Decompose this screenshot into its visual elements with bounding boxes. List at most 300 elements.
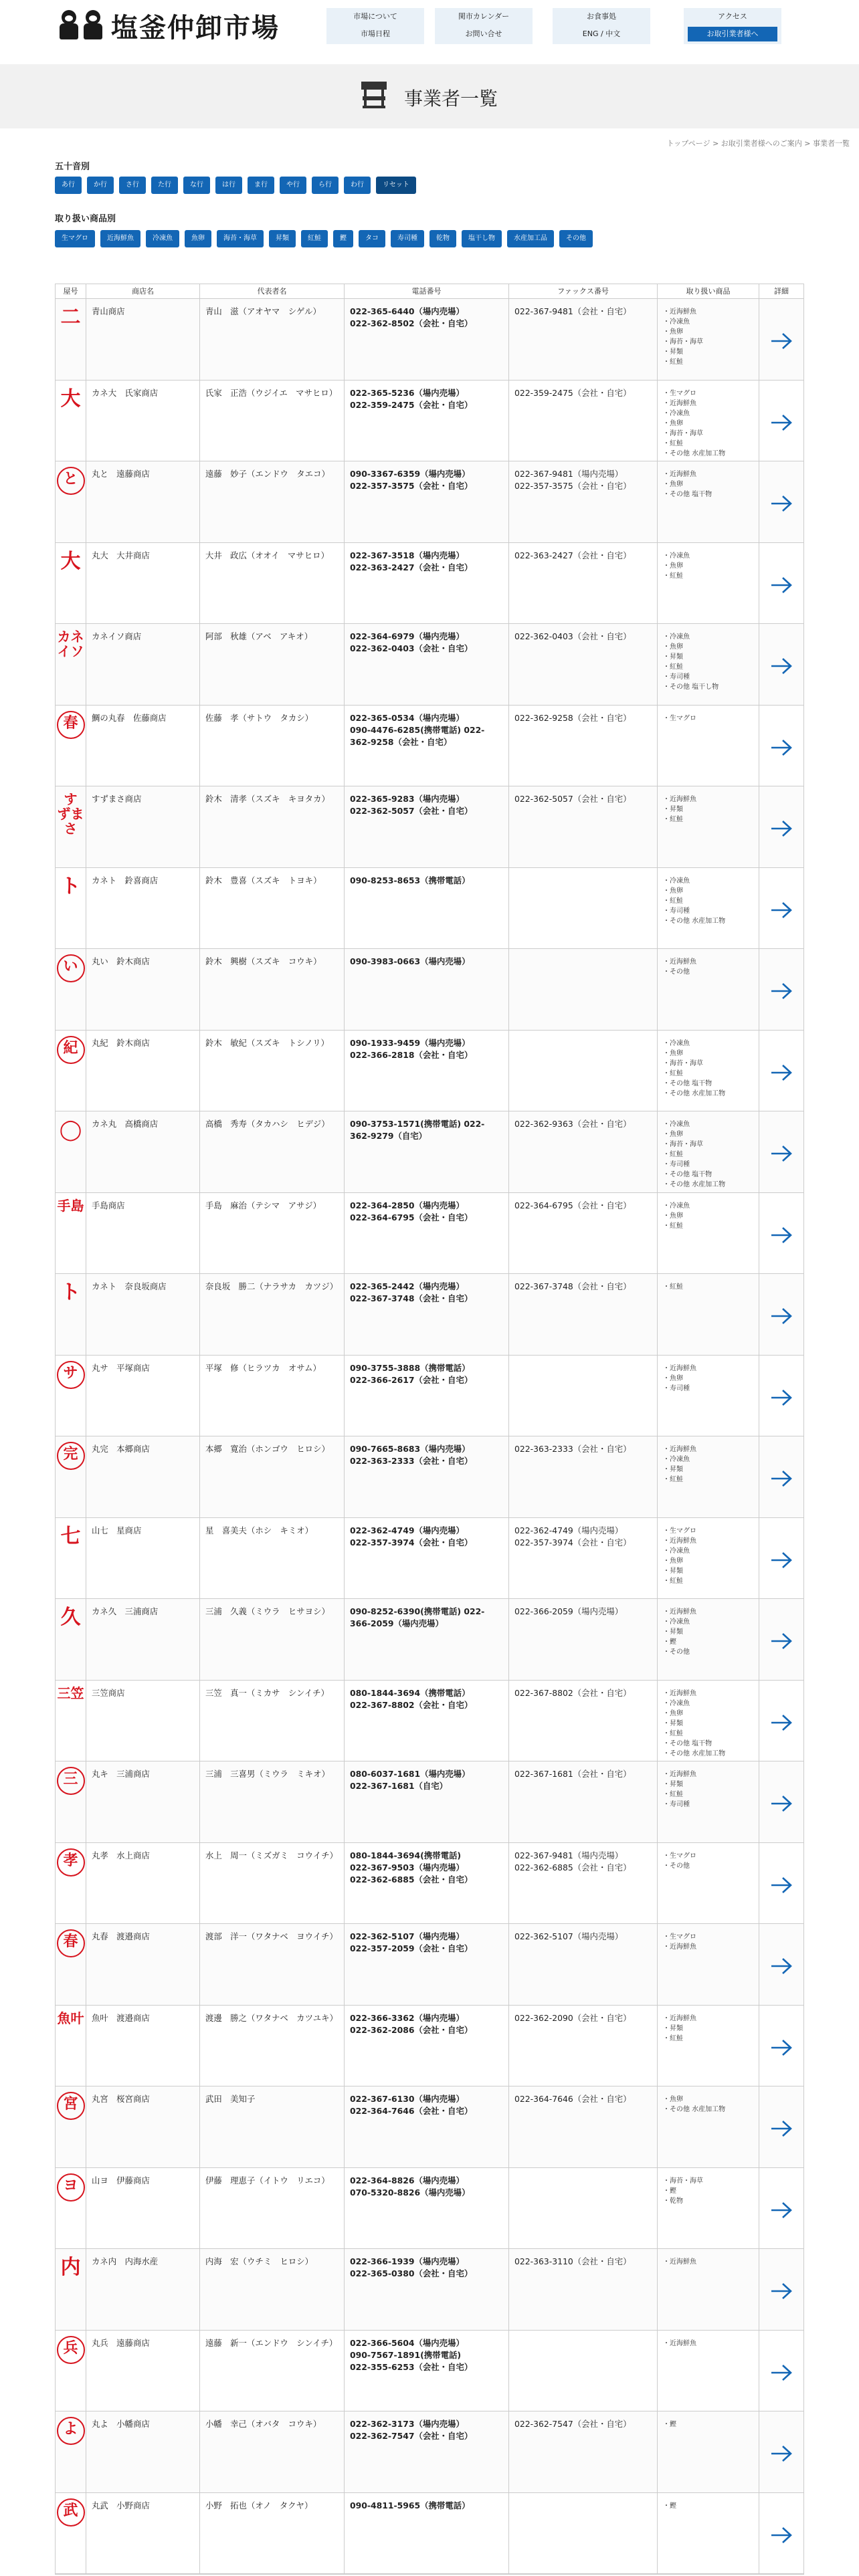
product-filter-button[interactable]: 寿司種	[391, 230, 424, 247]
phone-number[interactable]: 022-362-8502（会社・自宅）	[350, 318, 473, 328]
nav-for-business[interactable]: お取引業者様へ	[688, 27, 777, 41]
product-item: ・ 近海鮮魚	[663, 794, 753, 804]
detail-arrow-icon[interactable]	[770, 2527, 793, 2544]
detail-arrow-icon[interactable]	[770, 1307, 793, 1325]
shop-name: 丸武 小野商店	[86, 2493, 200, 2574]
site-logo[interactable]	[58, 7, 280, 45]
product-item: ・ 近海鮮魚	[663, 2257, 753, 2267]
table-row	[56, 1356, 803, 1437]
fax-number: 022-362-6885（会社・自宅）	[514, 1862, 632, 1872]
kana-filter-sa[interactable]: さ行	[119, 177, 146, 194]
product-item: ・ 昇類	[663, 347, 753, 357]
fax-numbers	[509, 786, 658, 867]
phone-number[interactable]: 022-364-7646（会社・自宅）	[350, 2106, 473, 2116]
product-item: ・ 近海鮮魚	[663, 2014, 753, 2024]
fax-number: 022-357-3974（会社・自宅）	[514, 1537, 632, 1547]
phone-number[interactable]: 022-366-1939（場内売場）	[350, 2256, 464, 2266]
shop-mark: 三笠	[57, 1685, 84, 1701]
product-filter-button[interactable]: 冷凍魚	[146, 230, 179, 247]
product-item: ・ 生マグロ	[663, 714, 753, 724]
phone-number[interactable]: 090-7665-8683（場内売場）	[350, 1444, 470, 1454]
fax-numbers	[509, 2411, 658, 2492]
col-header-tel: 電話番号	[345, 284, 509, 298]
product-item: ・ 昇類	[663, 1780, 753, 1790]
detail-arrow-icon[interactable]	[770, 2445, 793, 2462]
detail-cell	[759, 868, 803, 949]
product-filter-button[interactable]: 近海鮮魚	[100, 230, 140, 247]
representative: 遠藤 新一（エンドウ シンイチ）	[200, 2331, 345, 2411]
product-filter-button[interactable]: 生マグロ	[55, 230, 95, 247]
nav-market-schedule[interactable]: 市場日程	[361, 29, 390, 38]
mascot-right-icon	[82, 10, 104, 42]
fax-number: 022-364-6795（会社・自宅）	[514, 1200, 632, 1210]
kana-filter-wa[interactable]: わ行	[344, 177, 371, 194]
product-item: ・ その他 水産加工物	[663, 1180, 753, 1190]
product-item: ・ 生マグロ	[663, 1526, 753, 1536]
fax-number: 022-367-8802（会社・自宅）	[514, 1687, 632, 1698]
fax-numbers	[509, 1193, 658, 1274]
nav-block-1	[326, 8, 424, 44]
phone-number[interactable]: 022-366-3362（場内売場）	[350, 2012, 464, 2023]
product-item: ・ 近海鮮魚	[663, 307, 753, 317]
phone-numbers	[345, 1843, 509, 1924]
phone-number[interactable]: 070-5320-8826（場内売場）	[350, 2187, 470, 2197]
shop-name: カネト 鈴喜商店	[86, 868, 200, 949]
nav-language[interactable]: ENG / 中文	[582, 29, 621, 38]
fax-numbers	[509, 706, 658, 786]
detail-arrow-icon[interactable]	[770, 2364, 793, 2381]
nav-dining[interactable]: お食事処	[587, 12, 616, 21]
product-item: ・ その他 塩干物	[663, 1739, 753, 1749]
phone-numbers	[345, 1356, 509, 1436]
phone-number[interactable]: 090-8252-6390(携帯電話) 022-366-2059（場内売場）	[350, 1606, 485, 1628]
phone-number[interactable]: 090-7567-1891(携帯電話)	[350, 2349, 462, 2360]
representative: 小幡 幸己（オバタ コウキ）	[200, 2411, 345, 2492]
product-filter-button[interactable]: 塩干し物	[462, 230, 502, 247]
product-item: ・ 紅鮭	[663, 439, 753, 449]
phone-number[interactable]: 022-367-6130（場内売場）	[350, 2094, 464, 2104]
kana-filter-label: 五十音別	[55, 162, 90, 172]
product-item: ・ 冷凍魚	[663, 632, 753, 642]
shop-mark-cell	[56, 1274, 86, 1355]
product-item: ・ その他 塩干し物	[663, 682, 753, 692]
shop-name: 青山商店	[86, 299, 200, 380]
product-item: ・ その他	[663, 1647, 753, 1657]
nav-access[interactable]: アクセス	[718, 12, 747, 21]
phone-number[interactable]: 090-4811-5965（携帯電話）	[350, 2500, 470, 2510]
shop-mark: 魚叶	[57, 2010, 84, 2026]
phone-number[interactable]: 022-365-9283（場内売場）	[350, 794, 464, 804]
phone-numbers	[345, 1518, 509, 1599]
product-filter-button[interactable]: 紅鮭	[301, 230, 328, 247]
detail-arrow-icon[interactable]	[770, 332, 793, 350]
table-row	[56, 1193, 803, 1275]
fax-numbers	[509, 2086, 658, 2167]
fax-numbers	[509, 624, 658, 705]
detail-cell	[759, 1436, 803, 1517]
fax-numbers	[509, 1924, 658, 2005]
detail-arrow-icon[interactable]	[770, 1795, 793, 1812]
shop-name: 丸い 鈴木商店	[86, 949, 200, 1030]
representative: 渡部 洋一（ワタナベ ヨウイチ）	[200, 1924, 345, 2005]
shop-mark-cell	[56, 1111, 86, 1192]
phone-numbers	[345, 1761, 509, 1842]
representative: 鈴木 豊喜（スズキ トヨキ）	[200, 868, 345, 949]
kana-filter-ta[interactable]: た行	[151, 177, 178, 194]
shop-mark: よ	[57, 2417, 85, 2445]
phone-number[interactable]: 022-365-5236（場内売場）	[350, 387, 464, 398]
shop-mark-cell	[56, 1193, 86, 1274]
shop-mark: 兵	[57, 2336, 85, 2364]
phone-numbers	[345, 2249, 509, 2330]
shop-mark-cell	[56, 1518, 86, 1599]
detail-arrow-icon[interactable]	[770, 576, 793, 594]
product-item: ・ 冷凍魚	[663, 1039, 753, 1049]
product-filter-button[interactable]: 昇類	[269, 230, 296, 247]
product-list	[658, 299, 759, 380]
fax-number: 022-357-3575（会社・自宅）	[514, 481, 632, 491]
representative: 大井 政広（オオイ マサヒロ）	[200, 543, 345, 624]
product-item: ・ 鰹	[663, 2420, 753, 2430]
page-title-band	[0, 64, 859, 128]
shop-mark: カネイソ	[57, 629, 84, 659]
detail-cell	[759, 706, 803, 786]
table-body	[56, 299, 803, 2574]
phone-number[interactable]: 022-366-2617（会社・自宅）	[350, 1374, 473, 1385]
shop-mark: ト	[60, 1281, 81, 1304]
phone-number[interactable]: 090-1933-9459（場内売場）	[350, 1037, 470, 1048]
detail-cell	[759, 2006, 803, 2086]
product-filter-button[interactable]: タコ	[359, 230, 385, 247]
detail-arrow-icon[interactable]	[770, 2282, 793, 2300]
phone-number[interactable]: 022-365-0534（場内売場）	[350, 712, 464, 723]
table-row	[56, 2168, 803, 2250]
phone-number[interactable]: 022-362-0403（会社・自宅）	[350, 643, 473, 653]
detail-arrow-icon[interactable]	[770, 657, 793, 675]
phone-numbers	[345, 2006, 509, 2086]
product-item: ・ 紅鮭	[663, 662, 753, 672]
phone-number[interactable]: 022-362-7547（会社・自宅）	[350, 2431, 473, 2441]
product-item: ・ 海苔・海草	[663, 2176, 753, 2186]
shop-name: 丸キ 三浦商店	[86, 1761, 200, 1842]
detail-cell	[759, 381, 803, 461]
representative: 鈴木 敏紀（スズキ トシノリ）	[200, 1031, 345, 1111]
phone-number[interactable]: 090-3755-3888（携帯電話）	[350, 1362, 470, 1373]
phone-number[interactable]: 022-359-2475（会社・自宅）	[350, 399, 473, 410]
table-row	[56, 299, 803, 381]
detail-arrow-icon[interactable]	[770, 1226, 793, 1244]
phone-number[interactable]: 022-363-2333（会社・自宅）	[350, 1456, 473, 1466]
product-item: ・ 寿司種	[663, 672, 753, 682]
detail-cell	[759, 2411, 803, 2492]
detail-cell	[759, 1518, 803, 1599]
fax-numbers	[509, 1599, 658, 1680]
product-item: ・ その他 塩干物	[663, 490, 753, 500]
phone-numbers	[345, 1681, 509, 1761]
kana-filter-ha[interactable]: は行	[215, 177, 242, 194]
phone-number[interactable]: 022-365-0380（会社・自宅）	[350, 2268, 473, 2278]
product-list	[658, 2168, 759, 2249]
phone-numbers	[345, 461, 509, 542]
product-item: ・ 近海鮮魚	[663, 1769, 753, 1780]
nav-contact[interactable]: お問い合せ	[465, 29, 502, 38]
table-row	[56, 949, 803, 1031]
detail-arrow-icon[interactable]	[770, 1145, 793, 1162]
phone-numbers	[345, 2331, 509, 2411]
phone-number[interactable]: 022-362-5057（会社・自宅）	[350, 806, 473, 816]
phone-number[interactable]: 022-357-3575（会社・自宅）	[350, 481, 473, 491]
fax-number: 022-362-2090（会社・自宅）	[514, 2012, 632, 2023]
product-item: ・ 寿司種	[663, 1800, 753, 1810]
phone-number[interactable]: 022-362-5107（場内売場）	[350, 1931, 464, 1941]
product-item: ・ その他 水産加工物	[663, 449, 753, 459]
phone-number[interactable]: 022-367-8802（会社・自宅）	[350, 1699, 473, 1710]
shop-mark: 宮	[57, 2092, 85, 2120]
fax-numbers	[509, 1843, 658, 1924]
representative: 氏家 正浩（ウジイエ マサヒロ）	[200, 381, 345, 461]
phone-number[interactable]: 022-362-3173（場内売場）	[350, 2419, 464, 2429]
shop-name: 手島商店	[86, 1193, 200, 1274]
phone-numbers	[345, 2086, 509, 2167]
representative: 本郷 寛治（ホンゴウ ヒロシ）	[200, 1436, 345, 1517]
fax-number: 022-363-2427（会社・自宅）	[514, 550, 632, 560]
shop-name: 三笠商店	[86, 1681, 200, 1761]
shop-mark-cell	[56, 868, 86, 949]
table-row	[56, 1436, 803, 1518]
product-item: ・ 紅鮭	[663, 1790, 753, 1800]
detail-arrow-icon[interactable]	[770, 1064, 793, 1081]
fax-number: 022-367-1681（会社・自宅）	[514, 1769, 632, 1779]
product-list	[658, 2411, 759, 2492]
phone-number[interactable]: 022-362-4749（場内売場）	[350, 1525, 464, 1535]
page-title: 事業者一覧	[404, 88, 498, 110]
product-item: ・ その他	[663, 1861, 753, 1871]
phone-number[interactable]: 022-362-6885（会社・自宅）	[350, 1874, 473, 1885]
phone-number[interactable]: 022-364-8826（場内売場）	[350, 2175, 464, 2185]
detail-cell	[759, 786, 803, 867]
table-row	[56, 2006, 803, 2087]
phone-number[interactable]: 080-6037-1681（場内売場）	[350, 1769, 470, 1779]
fax-numbers	[509, 2331, 658, 2411]
nav-calendar[interactable]: 関市カレンダー	[458, 12, 510, 21]
representative: 鈴木 興樹（スズキ コウキ）	[200, 949, 345, 1030]
detail-arrow-icon[interactable]	[770, 901, 793, 919]
kana-filter-ka[interactable]: か行	[87, 177, 114, 194]
shop-mark: 大	[60, 387, 81, 411]
detail-arrow-icon[interactable]	[770, 2120, 793, 2137]
phone-number[interactable]: 022-366-5604（場内売場）	[350, 2337, 464, 2348]
phone-number[interactable]: 022-364-6795（会社・自宅）	[350, 1212, 473, 1222]
phone-number[interactable]: 090-3983-0663（場内売場）	[350, 956, 470, 966]
detail-cell	[759, 1599, 803, 1680]
table-row	[56, 1518, 803, 1600]
product-item: ・ 鰹	[663, 1637, 753, 1647]
product-list	[658, 1436, 759, 1517]
phone-numbers	[345, 1436, 509, 1517]
table-row	[56, 2493, 803, 2575]
phone-number[interactable]: 022-357-3974（会社・自宅）	[350, 1537, 473, 1547]
product-item: ・ 紅鮭	[663, 1576, 753, 1586]
product-filter-button[interactable]: 魚卵	[185, 230, 211, 247]
detail-arrow-icon[interactable]	[770, 1389, 793, 1406]
kana-filter-reset[interactable]: リセット	[376, 177, 416, 194]
kana-filter-na[interactable]: な行	[183, 177, 210, 194]
fax-numbers	[509, 461, 658, 542]
phone-number[interactable]: 090-8253-8653（携帯電話）	[350, 875, 470, 885]
product-item: ・ 魚卵	[663, 886, 753, 896]
product-item: ・ 昇類	[663, 1627, 753, 1637]
fax-number: 022-364-7646（会社・自宅）	[514, 2094, 632, 2104]
phone-number[interactable]: 022-363-2427（会社・自宅）	[350, 562, 473, 572]
phone-number[interactable]: 022-364-2850（場内売場）	[350, 1200, 464, 1210]
phone-numbers	[345, 299, 509, 380]
shop-mark-cell	[56, 706, 86, 786]
product-filter-button[interactable]: 鰹	[333, 230, 353, 247]
table-row	[56, 543, 803, 625]
product-item: ・ 冷凍魚	[663, 409, 753, 419]
phone-numbers	[345, 706, 509, 786]
market-stall-icon	[360, 79, 388, 111]
product-filter-button[interactable]: 水産加工品	[507, 230, 554, 247]
phone-number[interactable]: 022-355-6253（会社・自宅）	[350, 2361, 473, 2372]
fax-number: 022-363-2333（会社・自宅）	[514, 1444, 632, 1454]
table-row	[56, 706, 803, 787]
shop-mark-cell	[56, 2331, 86, 2411]
breadcrumb[interactable]: トップページ > お取引業者様へのご案内 > 事業者一覧	[666, 139, 850, 148]
detail-arrow-icon[interactable]	[770, 414, 793, 431]
phone-number[interactable]: 022-367-3748（会社・自宅）	[350, 1293, 473, 1303]
product-list	[658, 2086, 759, 2167]
phone-number[interactable]: 022-367-1681（自宅）	[350, 1781, 448, 1791]
phone-number[interactable]: 022-364-6979（場内売場）	[350, 631, 464, 641]
detail-arrow-icon[interactable]	[770, 1714, 793, 1731]
product-item: ・ その他 水産加工物	[663, 2105, 753, 2115]
product-list	[658, 1111, 759, 1192]
product-item: ・ 近海鮮魚	[663, 469, 753, 479]
table-row	[56, 1761, 803, 1843]
product-list	[658, 2493, 759, 2574]
shop-mark-cell	[56, 786, 86, 867]
phone-number[interactable]: 022-365-2442（場内売場）	[350, 1281, 464, 1291]
detail-arrow-icon[interactable]	[770, 1957, 793, 1975]
nav-block-4	[684, 8, 781, 44]
phone-number[interactable]: 022-367-3518（場内売場）	[350, 550, 464, 560]
fax-number: 022-362-4749（場内売場）	[514, 1525, 624, 1535]
product-item: ・ 魚卵	[663, 1049, 753, 1059]
phone-number[interactable]: 080-1844-3694(携帯電話)	[350, 1850, 462, 1860]
nav-about-market[interactable]: 市場について	[353, 12, 397, 21]
phone-number[interactable]: 090-3753-1571(携帯電話) 022-362-9279（自宅）	[350, 1119, 485, 1141]
table-row	[56, 2331, 803, 2412]
detail-cell	[759, 1193, 803, 1274]
detail-arrow-icon[interactable]	[770, 2039, 793, 2056]
col-header-fax: ファックス番号	[509, 284, 658, 298]
shop-name: 山七 星商店	[86, 1518, 200, 1599]
shop-mark: ◯	[59, 1118, 82, 1142]
shop-mark: サ	[57, 1361, 85, 1389]
shop-name: カネ内 内海水産	[86, 2249, 200, 2330]
representative: 星 喜美夫（ホシ キミオ）	[200, 1518, 345, 1599]
kana-filter-ma[interactable]: ま行	[248, 177, 274, 194]
kana-filter-a[interactable]: あ行	[55, 177, 82, 194]
phone-numbers	[345, 2493, 509, 2574]
product-item: ・ 近海鮮魚	[663, 1607, 753, 1617]
phone-number[interactable]: 022-365-6440（場内売場）	[350, 306, 464, 316]
detail-arrow-icon[interactable]	[770, 2202, 793, 2219]
detail-arrow-icon[interactable]	[770, 495, 793, 512]
product-item: ・ 魚卵	[663, 2095, 753, 2105]
phone-numbers	[345, 1111, 509, 1192]
detail-arrow-icon[interactable]	[770, 739, 793, 756]
shop-name: 丸大 大井商店	[86, 543, 200, 624]
representative: 佐藤 孝（サトウ タカシ）	[200, 706, 345, 786]
fax-number: 022-362-0403（会社・自宅）	[514, 631, 632, 641]
detail-arrow-icon[interactable]	[770, 1551, 793, 1569]
table-row	[56, 1924, 803, 2006]
product-list	[658, 1356, 759, 1436]
phone-number[interactable]: 022-366-2818（会社・自宅）	[350, 1049, 473, 1060]
product-item: ・ 冷凍魚	[663, 1201, 753, 1211]
phone-number[interactable]: 022-367-9503（場内売場）	[350, 1862, 464, 1872]
phone-number[interactable]: 090-4476-6285(携帯電話) 022-362-9258（会社・自宅）	[350, 724, 485, 747]
product-item: ・ 近海鮮魚	[663, 957, 753, 967]
representative: 三浦 三喜男（ミウラ ミキオ）	[200, 1761, 345, 1842]
product-item: ・ 冷凍魚	[663, 551, 753, 561]
detail-arrow-icon[interactable]	[770, 982, 793, 1000]
detail-cell	[759, 1111, 803, 1192]
shop-mark-cell	[56, 2006, 86, 2086]
product-list	[658, 2331, 759, 2411]
product-filter-buttons	[55, 230, 598, 247]
product-filter-button[interactable]: 海苔・海草	[217, 230, 264, 247]
representative: 遠藤 妙子（エンドウ タエコ）	[200, 461, 345, 542]
fax-numbers	[509, 1436, 658, 1517]
shop-mark: 手島	[57, 1197, 84, 1214]
phone-number[interactable]: 022-357-2059（会社・自宅）	[350, 1943, 473, 1953]
product-item: ・ 魚卵	[663, 1556, 753, 1566]
detail-arrow-icon[interactable]	[770, 1632, 793, 1650]
table-row	[56, 1681, 803, 1762]
product-item: ・ 魚卵	[663, 561, 753, 571]
detail-arrow-icon[interactable]	[770, 1470, 793, 1487]
mascot-left-icon	[58, 10, 80, 42]
fax-numbers	[509, 299, 658, 380]
product-filter-button[interactable]: 乾物	[430, 230, 456, 247]
shop-mark: い	[57, 954, 85, 982]
product-filter-button[interactable]: その他	[559, 230, 593, 247]
detail-cell	[759, 1761, 803, 1842]
kana-filter-ya[interactable]: や行	[280, 177, 306, 194]
representative: 奈良坂 勝二（ナラサカ カツジ）	[200, 1274, 345, 1355]
detail-arrow-icon[interactable]	[770, 1876, 793, 1894]
phone-number[interactable]: 090-3367-6359（場内売場）	[350, 469, 470, 479]
phone-number[interactable]: 022-362-2086（会社・自宅）	[350, 2024, 473, 2035]
phone-number[interactable]: 080-1844-3694（携帯電話）	[350, 1687, 470, 1698]
product-item: ・ 鰹	[663, 2186, 753, 2196]
fax-number: 022-359-2475（会社・自宅）	[514, 387, 632, 398]
representative: 手島 麻治（テシマ アサジ）	[200, 1193, 345, 1274]
fax-number: 022-363-3110（会社・自宅）	[514, 2256, 632, 2266]
product-item: ・ 魚卵	[663, 642, 753, 652]
kana-filter-ra[interactable]: ら行	[312, 177, 339, 194]
fax-numbers	[509, 2168, 658, 2249]
shop-name: 山ヨ 伊藤商店	[86, 2168, 200, 2249]
detail-arrow-icon[interactable]	[770, 820, 793, 837]
representative: 平塚 修（ヒラツカ オサム）	[200, 1356, 345, 1436]
shop-mark-cell	[56, 1436, 86, 1517]
shop-mark: 春	[57, 1929, 85, 1957]
representative: 小野 拓也（オノ タクヤ）	[200, 2493, 345, 2574]
